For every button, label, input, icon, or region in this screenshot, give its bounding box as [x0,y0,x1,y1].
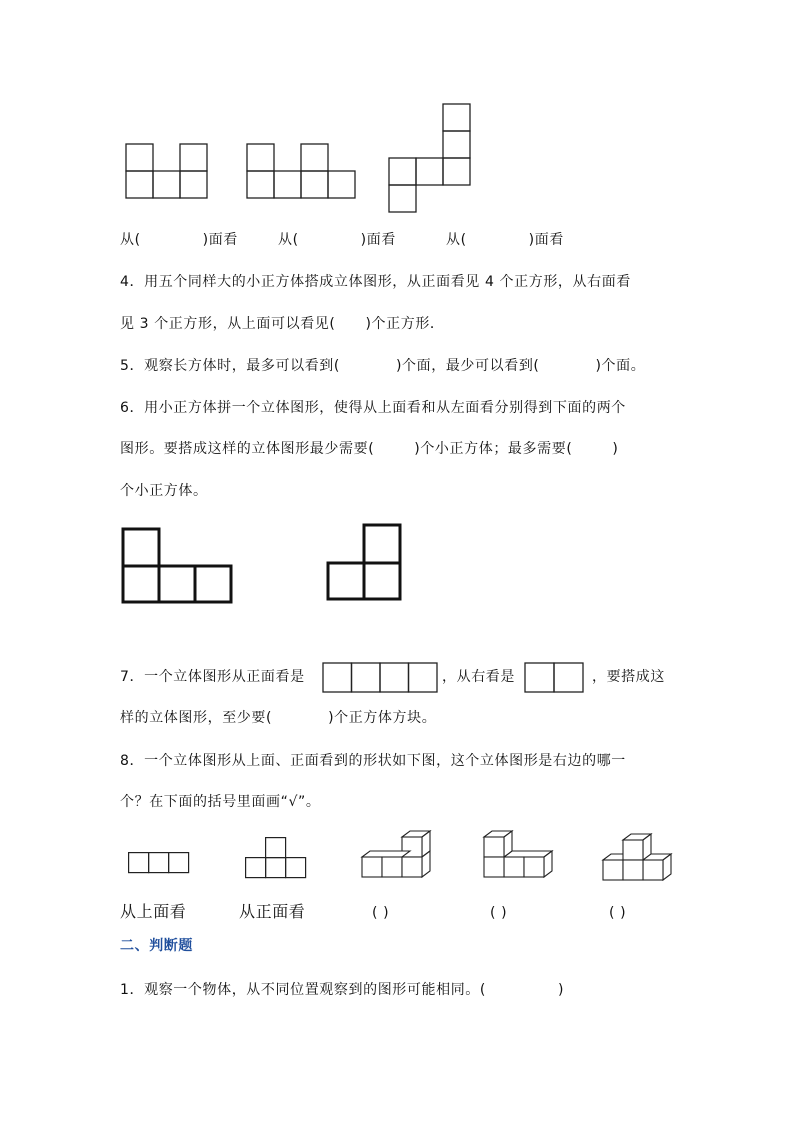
q7-front-view-figure [322,662,438,694]
q8-front-view-figure [245,837,307,881]
q7-part-b: ，从右看是 [442,669,515,685]
q8-label-front-view: 从正面看 [239,902,306,921]
q8-option-c-figure [602,832,674,884]
view-label-2: 从( )面看 [278,232,396,248]
view-figure-1 [125,143,209,201]
q7-part-a: 7．一个立体图形从正面看是 [120,669,305,685]
q8-line2: 个？在下面的括号里面画“√”。 [120,794,321,810]
q6-left-view-figure [326,523,404,603]
q8-option-a-figure [361,829,433,881]
q6-top-view-figure [121,527,235,605]
q4-line1: 4．用五个同样大的小正方体搭成立体图形，从正面看见 4 个正方形，从右面看 [120,274,631,290]
q8-option-b-answer[interactable]: ( ) [490,905,508,921]
section2-q1: 1．观察一个物体，从不同位置观察到的图形可能相同。( ) [120,982,565,998]
view-figure-2 [246,143,356,201]
q5-line: 5．观察长方体时，最多可以看到( )个面，最少可以看到( )个面。 [120,358,646,374]
q7-right-view-figure [524,662,584,694]
view-label-1: 从( )面看 [120,232,238,248]
q8-option-b-figure [483,829,555,881]
q4-line2: 见 3 个正方形，从上面可以看见( )个正方形． [120,316,445,332]
q7-line2: 样的立体图形，至少要( )个正方体方块。 [120,710,437,726]
view-figure-3 [388,103,472,215]
q6-line1: 6．用小正方体拼一个立体图形，使得从上面看和从左面看分别得到下面的两个 [120,400,626,416]
view-label-3: 从( )面看 [446,232,564,248]
q8-line1: 8．一个立体图形从上面、正面看到的形状如下图，这个立体图形是右边的哪一 [120,753,626,769]
q8-top-view-figure [128,852,190,876]
q8-option-a-answer[interactable]: ( ) [372,905,390,921]
q6-line2: 图形。要搭成这样的立体图形最少需要( )个小正方体；最多需要( ) [120,441,619,457]
q8-option-c-answer[interactable]: ( ) [609,905,627,921]
q6-line3: 个小正方体。 [120,483,208,499]
section2-heading: 二、判断题 [120,938,193,954]
q7-part-c: ，要搭成这 [592,669,665,685]
q8-label-top-view: 从上面看 [120,902,187,921]
